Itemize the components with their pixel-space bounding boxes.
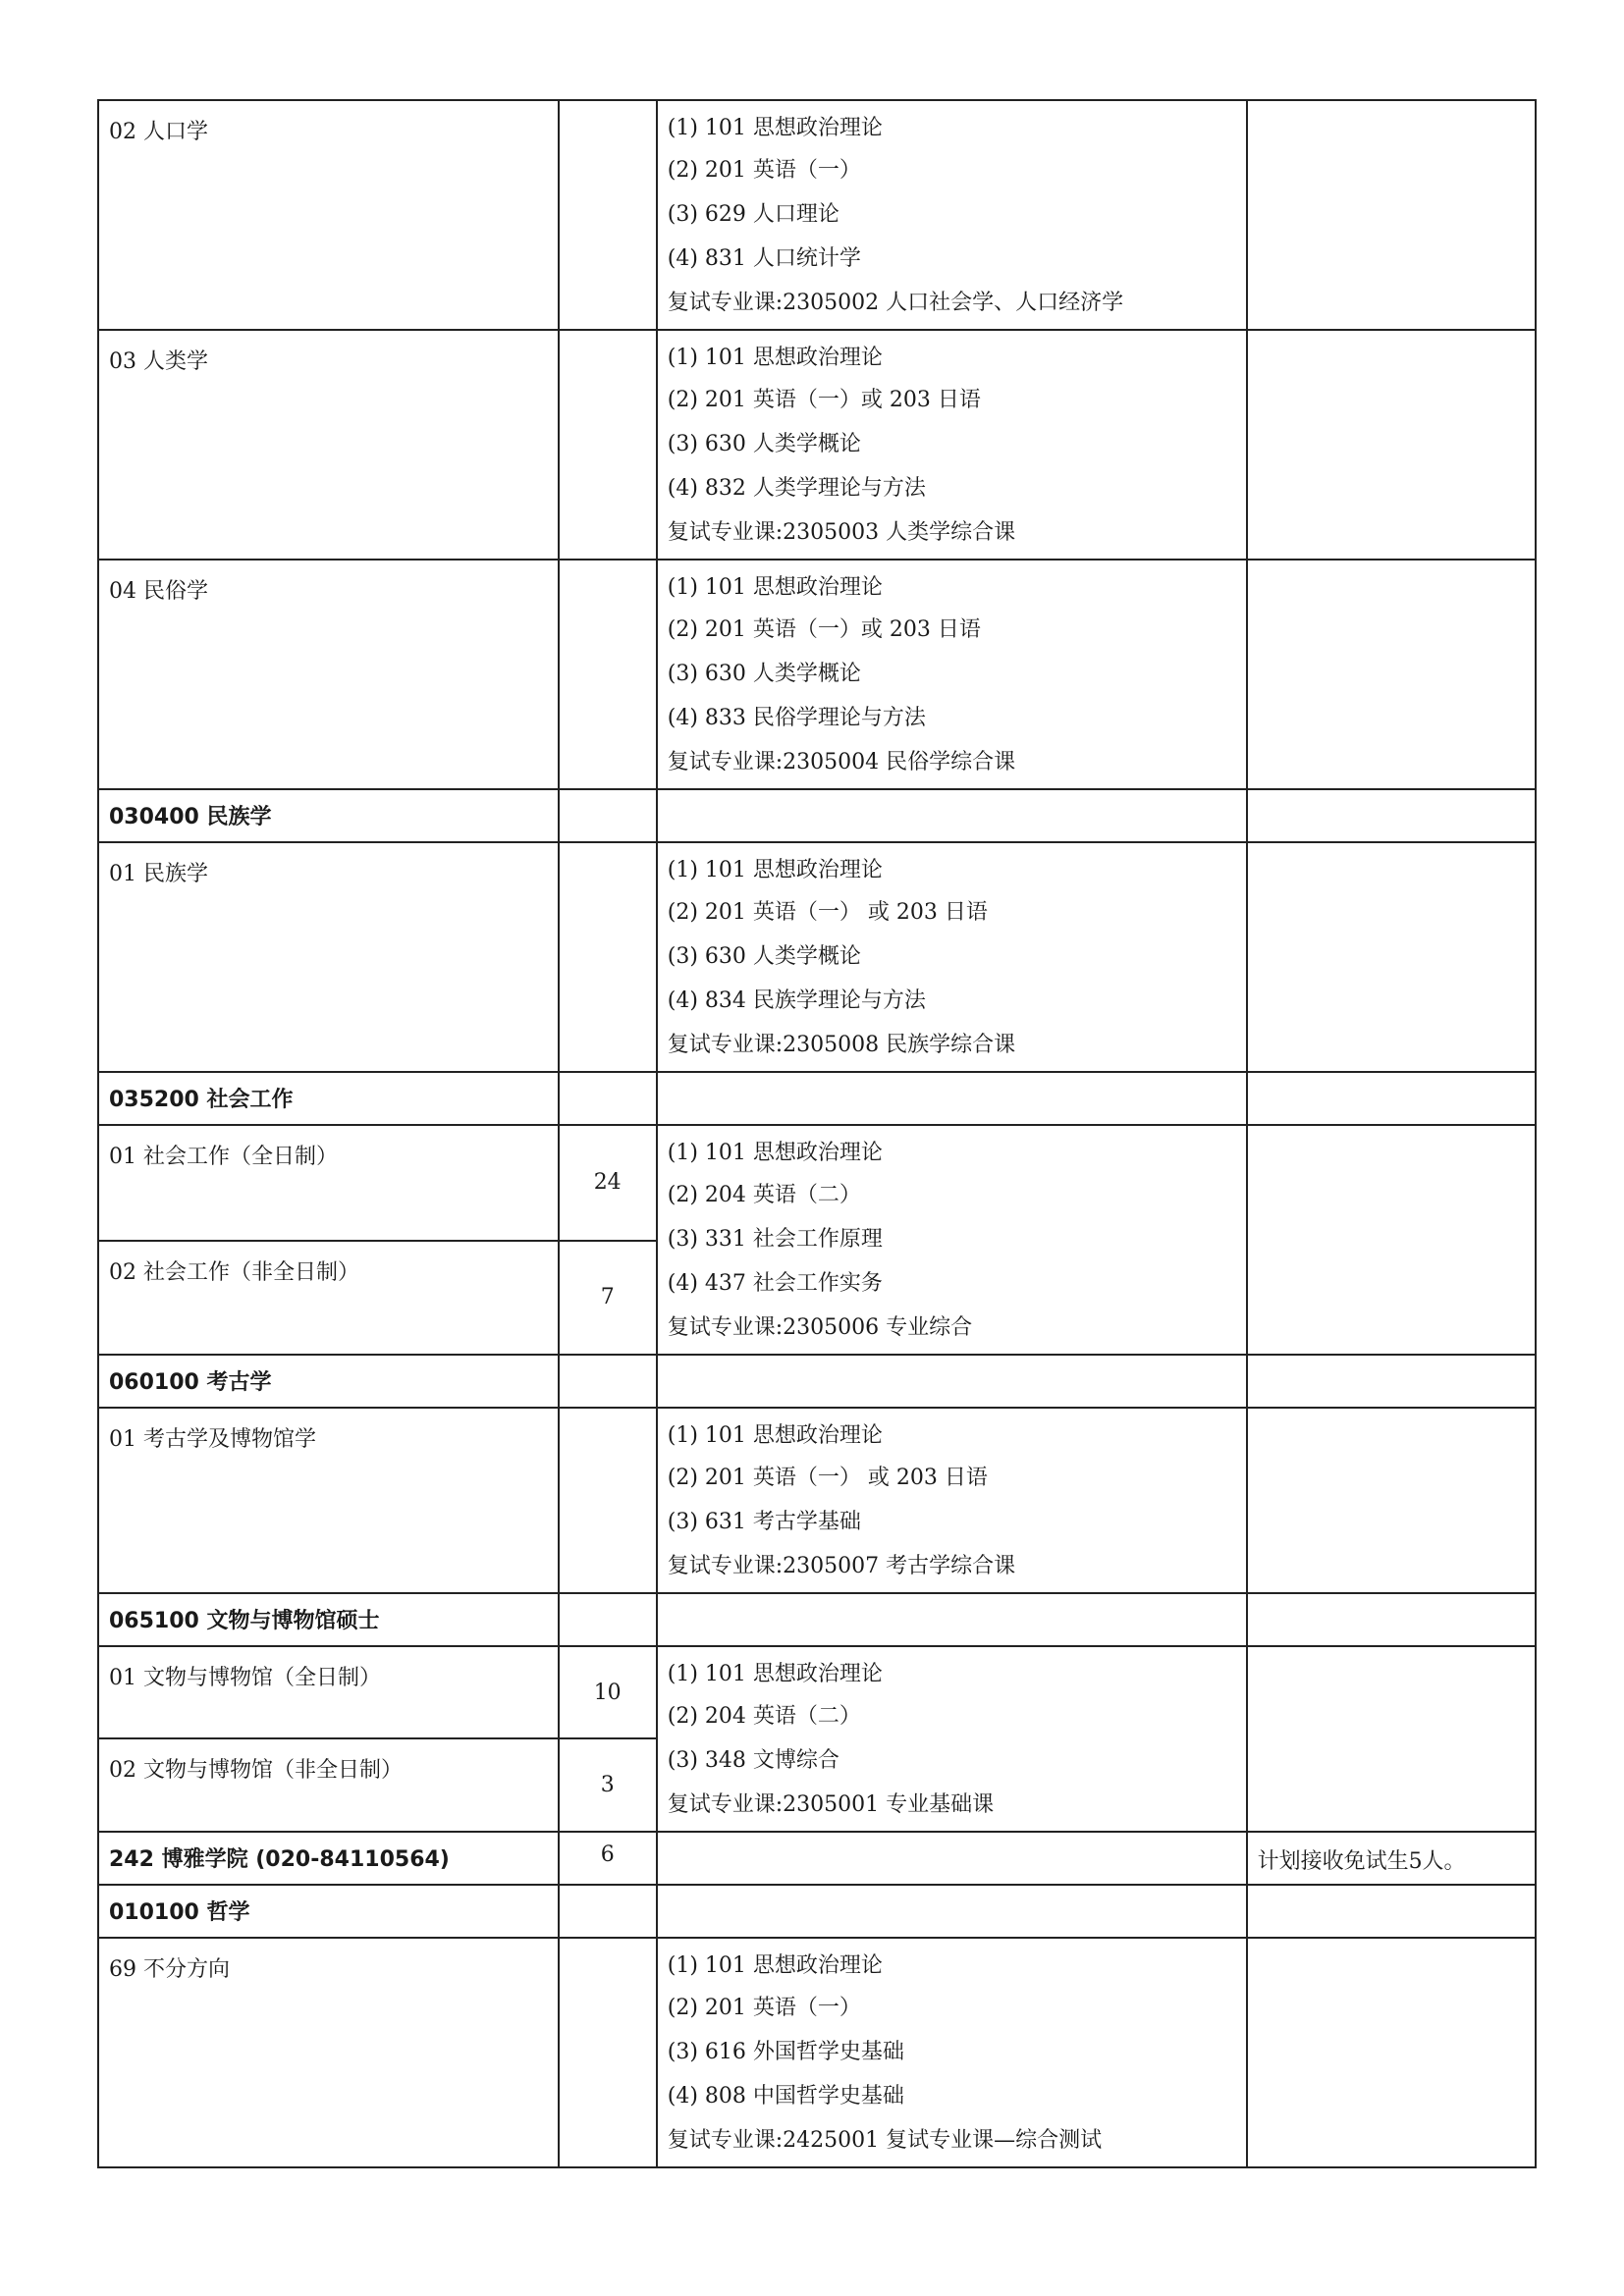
- direction-cell: 01 民族学: [98, 842, 559, 1072]
- table-row: [98, 560, 1536, 789]
- major-title-cell: 030400 民族学: [98, 789, 559, 842]
- major-title-cell: 060100 考古学: [98, 1355, 559, 1408]
- table-row: [98, 330, 1536, 560]
- quota-cell: [559, 1938, 657, 2167]
- exam-item: (2) 204 英语（二）: [667, 1183, 861, 1207]
- direction-cell: 03 人类学: [98, 330, 559, 560]
- direction-cell: 01 考古学及博物馆学: [98, 1408, 559, 1593]
- retest-subject: 复试专业课:2305003 人类学综合课: [667, 520, 1016, 545]
- exam-item: (3) 348 文博综合: [667, 1748, 839, 1773]
- exam-subjects-cell: [657, 560, 1247, 789]
- retest-subject: 复试专业课:2305002 人口社会学、人口经济学: [667, 291, 1124, 315]
- direction-cell: 02 社会工作（非全日制）: [98, 1241, 559, 1356]
- exam-subjects-cell: [657, 842, 1247, 1072]
- exam-item: (4) 831 人口统计学: [667, 246, 861, 271]
- retest-subject: 复试专业课:2305007 考古学综合课: [667, 1554, 1016, 1578]
- exam-item: (4) 833 民俗学理论与方法: [667, 706, 926, 730]
- exam-item: (2) 201 英语（一） 或 203 日语: [667, 900, 988, 925]
- exam-subjects-cell: [657, 1125, 1247, 1355]
- direction-cell: 01 文物与博物馆（全日制）: [98, 1646, 559, 1738]
- exam-item: (4) 808 中国哲学史基础: [667, 2084, 904, 2109]
- major-header-row: [98, 1593, 1536, 1646]
- table-row: [98, 1646, 1536, 1738]
- quota-cell: [559, 1408, 657, 1593]
- exam-item: (1) 101 思想政治理论: [667, 858, 883, 882]
- retest-subject: 复试专业课:2305004 民俗学综合课: [667, 750, 1016, 774]
- enrollment-table-page: [97, 99, 1537, 2168]
- quota-cell: 3: [559, 1738, 657, 1832]
- exam-item: (1) 101 思想政治理论: [667, 575, 883, 600]
- notes-cell: [1247, 1125, 1536, 1355]
- notes-cell: [1247, 1408, 1536, 1593]
- quota-cell: [559, 330, 657, 560]
- exam-item: (4) 834 民族学理论与方法: [667, 988, 926, 1013]
- exam-item: (3) 631 考古学基础: [667, 1510, 861, 1534]
- exam-subjects-cell: [657, 1938, 1247, 2167]
- exam-item: (1) 101 思想政治理论: [667, 116, 883, 140]
- quota-cell: [559, 560, 657, 789]
- quota-cell: [559, 842, 657, 1072]
- exam-item: (3) 616 外国哲学史基础: [667, 2040, 904, 2064]
- exam-item: (2) 201 英语（一）: [667, 158, 861, 183]
- department-title-cell: 242 博雅学院 (020-84110564): [98, 1832, 559, 1885]
- exam-subjects-cell: [657, 100, 1247, 330]
- retest-subject: 复试专业课:2425001 复试专业课—综合测试: [667, 2128, 1103, 2153]
- exam-item: (1) 101 思想政治理论: [667, 1141, 883, 1165]
- table-row: [98, 1125, 1536, 1241]
- enrollment-table: [97, 99, 1537, 2168]
- notes-cell: [1247, 330, 1536, 560]
- retest-subject: 复试专业课:2305006 专业综合: [667, 1315, 973, 1340]
- exam-item: (2) 204 英语（二）: [667, 1704, 861, 1729]
- retest-subject: 复试专业课:2305008 民族学综合课: [667, 1033, 1016, 1057]
- exam-item: (1) 101 思想政治理论: [667, 346, 883, 370]
- retest-subject: 复试专业课:2305001 专业基础课: [667, 1792, 995, 1817]
- notes-cell: [1247, 1646, 1536, 1832]
- major-title-cell: 065100 文物与博物馆硕士: [98, 1593, 559, 1646]
- notes-cell: 计划接收免试生5人。: [1247, 1832, 1536, 1885]
- major-title-cell: 035200 社会工作: [98, 1072, 559, 1125]
- direction-cell: 01 社会工作（全日制）: [98, 1125, 559, 1241]
- notes-cell: [1247, 842, 1536, 1072]
- table-row: [98, 1408, 1536, 1593]
- table-row: [98, 100, 1536, 330]
- major-header-row: [98, 1072, 1536, 1125]
- exam-item: (4) 832 人类学理论与方法: [667, 476, 926, 501]
- direction-cell: 02 人口学: [98, 100, 559, 330]
- exam-subjects-cell: [657, 1646, 1247, 1832]
- direction-cell: 02 文物与博物馆（非全日制）: [98, 1738, 559, 1832]
- major-title-cell: 010100 哲学: [98, 1885, 559, 1938]
- table-row: [98, 842, 1536, 1072]
- notes-cell: [1247, 560, 1536, 789]
- direction-cell: 69 不分方向: [98, 1938, 559, 2167]
- exam-item: (1) 101 思想政治理论: [667, 1953, 883, 1978]
- department-header-row: [98, 1832, 1536, 1885]
- direction-cell: 04 民俗学: [98, 560, 559, 789]
- exam-item: (2) 201 英语（一） 或 203 日语: [667, 1466, 988, 1490]
- exam-item: (3) 629 人口理论: [667, 202, 839, 227]
- quota-cell: [559, 100, 657, 330]
- major-header-row: [98, 1355, 1536, 1408]
- exam-item: (2) 201 英语（一）: [667, 1996, 861, 2020]
- major-header-row: [98, 789, 1536, 842]
- notes-cell: [1247, 1938, 1536, 2167]
- exam-item: (3) 331 社会工作原理: [667, 1227, 883, 1252]
- exam-item: (3) 630 人类学概论: [667, 944, 861, 969]
- major-header-row: [98, 1885, 1536, 1938]
- quota-cell: 24: [559, 1125, 657, 1241]
- exam-item: (3) 630 人类学概论: [667, 432, 861, 456]
- exam-item: (2) 201 英语（一）或 203 日语: [667, 388, 981, 412]
- quota-cell: 6: [559, 1832, 657, 1885]
- quota-cell: 7: [559, 1241, 657, 1356]
- exam-item: (2) 201 英语（一）或 203 日语: [667, 617, 981, 642]
- exam-subjects-cell: [657, 330, 1247, 560]
- notes-cell: [1247, 100, 1536, 330]
- exam-item: (3) 630 人类学概论: [667, 662, 861, 686]
- exam-item: (1) 101 思想政治理论: [667, 1423, 883, 1448]
- quota-cell: 10: [559, 1646, 657, 1738]
- exam-item: (1) 101 思想政治理论: [667, 1662, 883, 1686]
- exam-item: (4) 437 社会工作实务: [667, 1271, 883, 1296]
- table-row: [98, 1938, 1536, 2167]
- exam-subjects-cell: [657, 1408, 1247, 1593]
